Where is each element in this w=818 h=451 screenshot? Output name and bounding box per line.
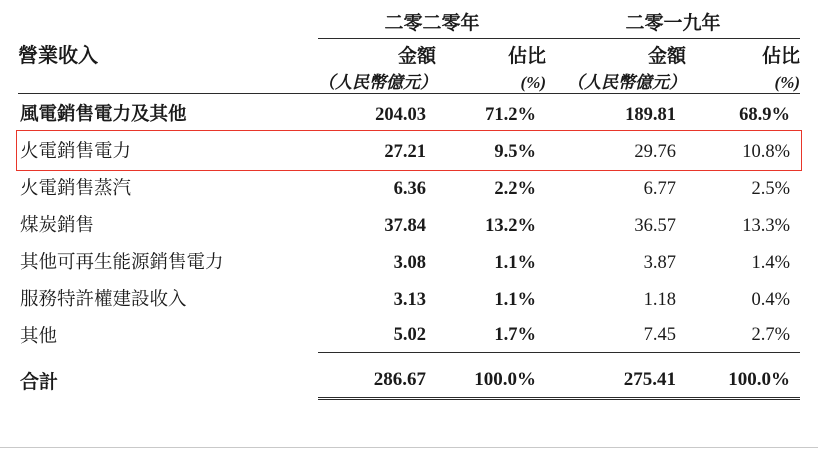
- cell-share-2019: 10.8%: [742, 141, 791, 162]
- empty-corner-cell: [18, 8, 318, 39]
- cell-amount-2020: 3.13: [393, 289, 426, 310]
- row-label: 風電銷售電力及其他: [20, 104, 187, 125]
- column-header-amount-2019: 金額: [648, 45, 687, 67]
- column-unit-amount-2020: （人民幣億元）: [318, 72, 437, 92]
- cell-amount-2019: 1.18: [643, 289, 677, 310]
- cell-amount-2019: 3.87: [643, 252, 677, 273]
- total-share-2020: 100.0%: [436, 353, 546, 399]
- cell-amount-2019: 7.45: [546, 316, 686, 353]
- cell-share-2020: 13.2%: [485, 215, 537, 236]
- unit-empty-cell: [18, 68, 318, 94]
- cell-share-2019: 0.4%: [751, 289, 791, 310]
- cell-share-2020: 1.7%: [436, 316, 546, 353]
- table-row: [18, 94, 800, 131]
- column-unit-amount-2019: （人民幣億元）: [567, 72, 687, 92]
- table-row: [18, 205, 800, 242]
- cell-share-2020: 2.2%: [494, 178, 537, 199]
- cell-share-2019: 13.3%: [742, 215, 791, 236]
- cell-amount-2020: 27.21: [384, 141, 426, 162]
- total-amount-2019: 275.41: [546, 353, 686, 399]
- total-share-2019: 100.0%: [686, 353, 800, 399]
- cell-amount-2020: 204.03: [375, 104, 426, 125]
- column-header-amount-2020: 金額: [397, 45, 436, 67]
- cell-amount-2020: 37.84: [384, 215, 426, 236]
- cell-share-2019: 2.5%: [751, 178, 791, 199]
- year-group-2020: 二零二零年: [318, 8, 546, 39]
- cell-amount-2019: 189.81: [625, 104, 677, 125]
- table-row: [18, 168, 800, 205]
- table-row: [18, 131, 800, 168]
- table-row: [18, 316, 800, 353]
- row-label: 火電銷售電力: [20, 141, 132, 162]
- column-unit-share-2019: (%): [774, 72, 801, 92]
- year-group-header-row: [18, 8, 800, 39]
- year-group-2019: 二零一九年: [546, 8, 800, 39]
- cell-share-2019: 2.7%: [686, 316, 800, 353]
- row-label: 煤炭銷售: [20, 215, 95, 236]
- cell-amount-2019: 29.76: [634, 141, 677, 162]
- column-unit-row: [18, 68, 800, 94]
- cell-share-2020: 9.5%: [494, 141, 537, 162]
- cell-amount-2019: 6.77: [643, 178, 677, 199]
- cell-share-2020: 1.1%: [494, 289, 537, 310]
- total-row: [18, 353, 800, 399]
- cell-amount-2020: 6.36: [393, 178, 426, 199]
- column-header-share-2020: 佔比: [508, 45, 547, 67]
- total-label: 合計: [20, 371, 59, 393]
- cell-amount-2020: 3.08: [393, 252, 426, 273]
- row-label: 火電銷售蒸汽: [20, 178, 132, 199]
- cell-share-2020: 1.1%: [494, 252, 537, 273]
- row-label: 其他: [20, 326, 58, 347]
- column-unit-share-2020: (%): [520, 72, 547, 92]
- row-label-header: 營業收入: [18, 44, 98, 67]
- cell-amount-2019: 36.57: [634, 215, 677, 236]
- page-bottom-rule: [0, 447, 818, 448]
- table-row: [18, 279, 800, 316]
- column-header-row: [18, 39, 800, 68]
- cell-share-2019: 1.4%: [751, 252, 791, 273]
- column-header-share-2019: 佔比: [762, 45, 801, 67]
- cell-share-2020: 71.2%: [485, 104, 537, 125]
- row-label: 其他可再生能源銷售電力: [20, 252, 224, 273]
- total-amount-2020: 286.67: [318, 353, 436, 399]
- cell-share-2019: 68.9%: [739, 104, 791, 125]
- table-row: [18, 242, 800, 279]
- cell-amount-2020: 5.02: [318, 316, 436, 353]
- revenue-breakdown-table: [18, 8, 800, 400]
- row-label: 服務特許權建設收入: [20, 289, 187, 310]
